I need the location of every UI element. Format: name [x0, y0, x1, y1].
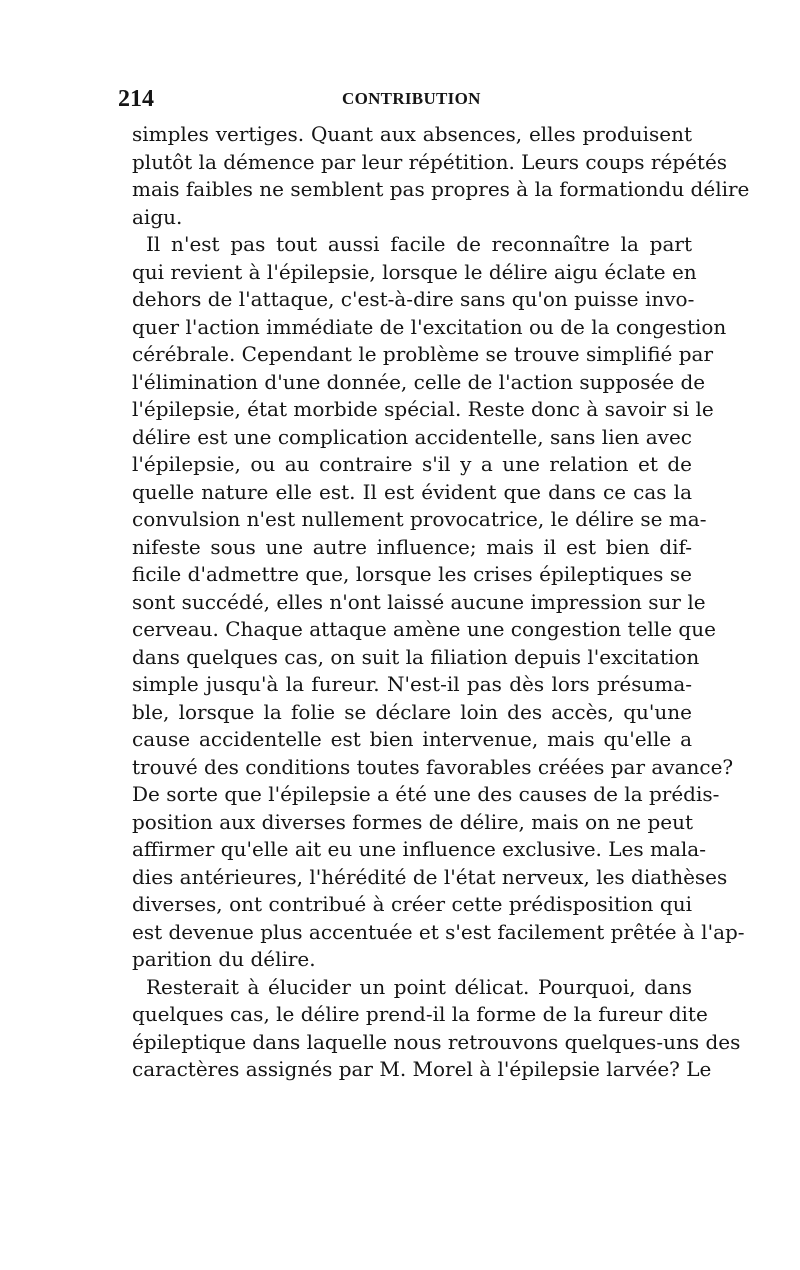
text-line: cerveau. Chaque attaque amène une congestion telle que — [132, 617, 716, 641]
text-line: dans quelques cas, on suit la filiation depuis l'excitation — [132, 644, 700, 669]
page-header — [116, 84, 691, 114]
text-line: parition du délire. — [132, 947, 316, 971]
text-line: quelques cas, le délire prend-il la forme de la fureur dite — [132, 1002, 708, 1026]
text-line: épileptique dans laquelle nous retrouvons quelques-uns des — [132, 1029, 741, 1054]
text-line: mais faibles ne semblent pas propres à la formationdu délire — [132, 177, 750, 201]
text-line: ble, lorsque la folie se déclare loin des accès, qu'une — [132, 699, 692, 724]
text-line: l'épilepsie, état morbide spécial. Reste donc à savoir si le — [132, 397, 714, 421]
text-line: sont succédé, elles n'ont laissé aucune impression sur le — [132, 589, 706, 614]
text-line: Il n'est pas tout aussi facile de reconnaître la part — [146, 232, 692, 256]
text-line: cause accidentelle est bien intervenue, mais qu'elle a — [132, 727, 692, 751]
text-line: position aux diverses formes de délire, mais on ne peut — [132, 809, 694, 834]
text-line: quelle nature elle est. Il est évident que dans ce cas la — [132, 479, 692, 504]
text-line: plutôt la démence par leur répétition. Leurs coups répétés — [132, 149, 728, 174]
text-line: l'élimination d'une donnée, celle de l'action supposée de — [132, 369, 706, 394]
text-line: aigu. — [132, 204, 183, 229]
text-line: qui revient à l'épilepsie, lorsque le délire aigu éclate en — [132, 259, 697, 284]
text-line: simples vertiges. Quant aux absences, elles produisent — [132, 122, 692, 146]
text-line: quer l'action immédiate de l'excitation ou de la congestion — [132, 314, 727, 339]
text-line: convulsion n'est nullement provocatrice, le délire se ma- — [132, 507, 707, 531]
text-line: Resterait à élucider un point délicat. Pourquoi, dans — [146, 974, 692, 999]
text-line: De sorte que l'épilepsie a été une des causes de la prédis- — [132, 782, 720, 806]
text-line: nifeste sous une autre influence; mais il est bien dif- — [132, 534, 692, 559]
text-line: l'épilepsie, ou au contraire s'il y a une relation et de — [132, 452, 692, 476]
text-line: diverses, ont contribué à créer cette prédisposition qui — [132, 892, 692, 916]
text-line: caractères assignés par M. Morel à l'épilepsie larvée? Le — [132, 1057, 712, 1081]
text-line: dehors de l'attaque, c'est-à-dire sans qu'on puisse invo- — [132, 287, 695, 311]
text-line: est devenue plus accentuée et s'est facilement prêtée à l'ap- — [132, 919, 745, 944]
text-line: ficile d'admettre que, lorsque les crises épileptiques se — [132, 562, 692, 586]
body-text — [132, 121, 750, 1084]
text-line: dies antérieures, l'hérédité de l'état nerveux, les diathèses — [132, 864, 728, 889]
page-number: 214 — [118, 86, 154, 112]
text-line: cérébrale. Cependant le problème se trouve simplifié par — [132, 342, 714, 366]
text-line: simple jusqu'à la fureur. N'est-il pas dès lors présuma- — [132, 672, 692, 696]
running-title: CONTRIBUTION — [342, 89, 481, 108]
text-line: affirmer qu'elle ait eu une influence exclusive. Les mala- — [132, 837, 706, 861]
text-line: trouvé des conditions toutes favorables créées par avance? — [132, 754, 734, 779]
text-line: délire est une complication accidentelle, sans lien avec — [132, 424, 692, 449]
